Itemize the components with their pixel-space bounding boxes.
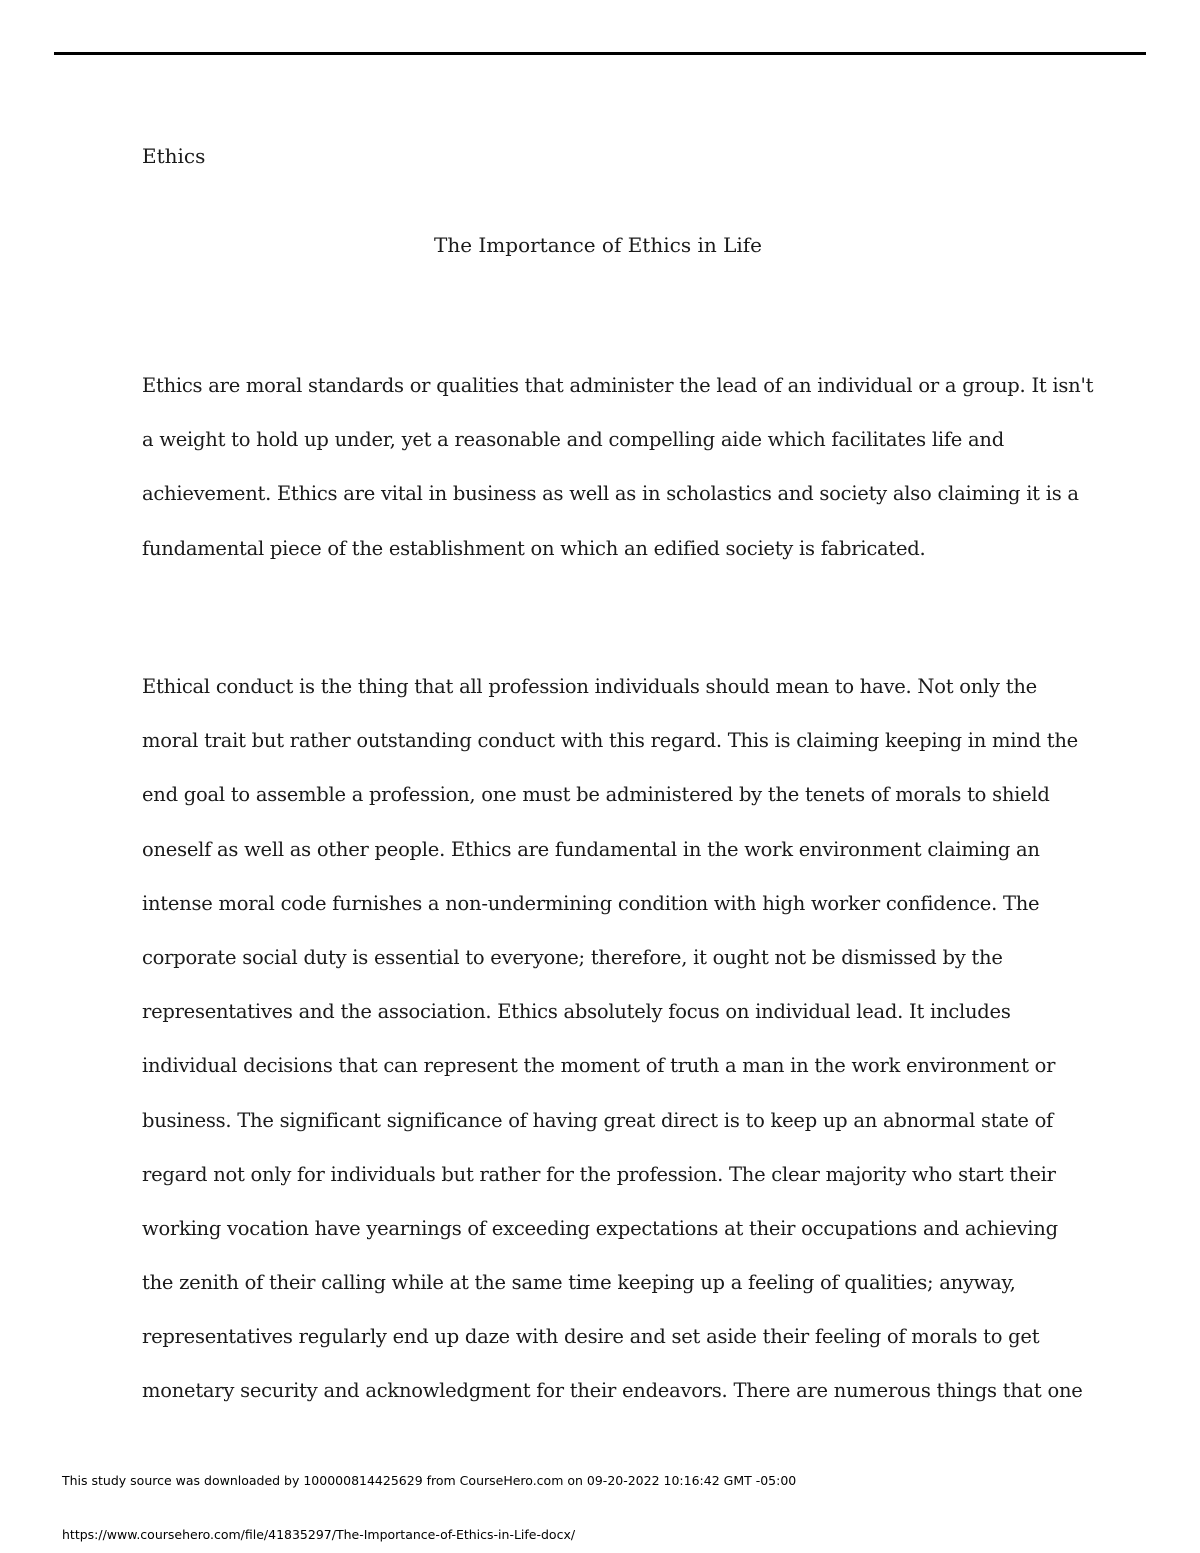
paragraph-line: Ethics are moral standards or qualities that administer the lead of an individual or a group. It isn't (142, 374, 1094, 397)
paragraph-1 (142, 371, 1093, 588)
paragraph-line: working vocation have yearnings of exceeding expectations at their occupations and achieving (142, 1216, 1058, 1240)
paragraph-line: representatives regularly end up daze with desire and set aside their feeling of morals to get (142, 1325, 1040, 1349)
paragraph-line: Ethical conduct is the thing that all profession individuals should mean to have. Not only the (142, 675, 1037, 698)
paragraph-line: fundamental piece of the establishment on which an edified society is fabricated. (142, 536, 926, 560)
paragraph-line: achievement. Ethics are vital in business as well as in scholastics and society also claiming it is a (142, 482, 1079, 506)
paragraph-line: business. The significant significance of having great direct is to keep up an abnormal state of (142, 1108, 1054, 1132)
paragraph-line: moral trait but rather outstanding conduct with this regard. This is claiming keeping in mind the (142, 729, 1078, 753)
paragraph-line: intense moral code furnishes a non-undermining condition with high worker confidence. The (142, 891, 1040, 915)
paragraph-line: individual decisions that can represent the moment of truth a man in the work environment or (142, 1054, 1056, 1078)
paragraph-line: corporate social duty is essential to everyone; therefore, it ought not be dismissed by the (142, 945, 1003, 969)
paragraph-line: a weight to hold up under, yet a reasonable and compelling aide which facilitates life and (142, 428, 1004, 452)
paragraph-line: regard not only for individuals but rather for the profession. The clear majority who start their (142, 1162, 1056, 1186)
download-source-note: This study source was downloaded by 100000814425629 from CourseHero.com on 09-20-2022 10:16:42 GMT -05:00 (62, 1473, 797, 1488)
top-rule (54, 52, 1146, 55)
paragraph-line: the zenith of their calling while at the same time keeping up a feeling of qualities; anyway, (142, 1271, 1016, 1295)
paragraph-line: oneself as well as other people. Ethics are fundamental in the work environment claiming an (142, 837, 1040, 861)
paragraph-2 (142, 672, 1083, 1431)
paragraph-line: representatives and the association. Ethics absolutely focus on individual lead. It includes (142, 1000, 1011, 1024)
document-title: The Importance of Ethics in Life (433, 233, 762, 257)
paragraph-line: monetary security and acknowledgment for their endeavors. There are numerous things that one (142, 1379, 1083, 1403)
source-url: https://www.coursehero.com/file/41835297/The-Importance-of-Ethics-in-Life-docx/ (62, 1527, 576, 1542)
paragraph-line: end goal to assemble a profession, one must be administered by the tenets of morals to shield (142, 783, 1050, 807)
document-label: Ethics (142, 144, 206, 168)
